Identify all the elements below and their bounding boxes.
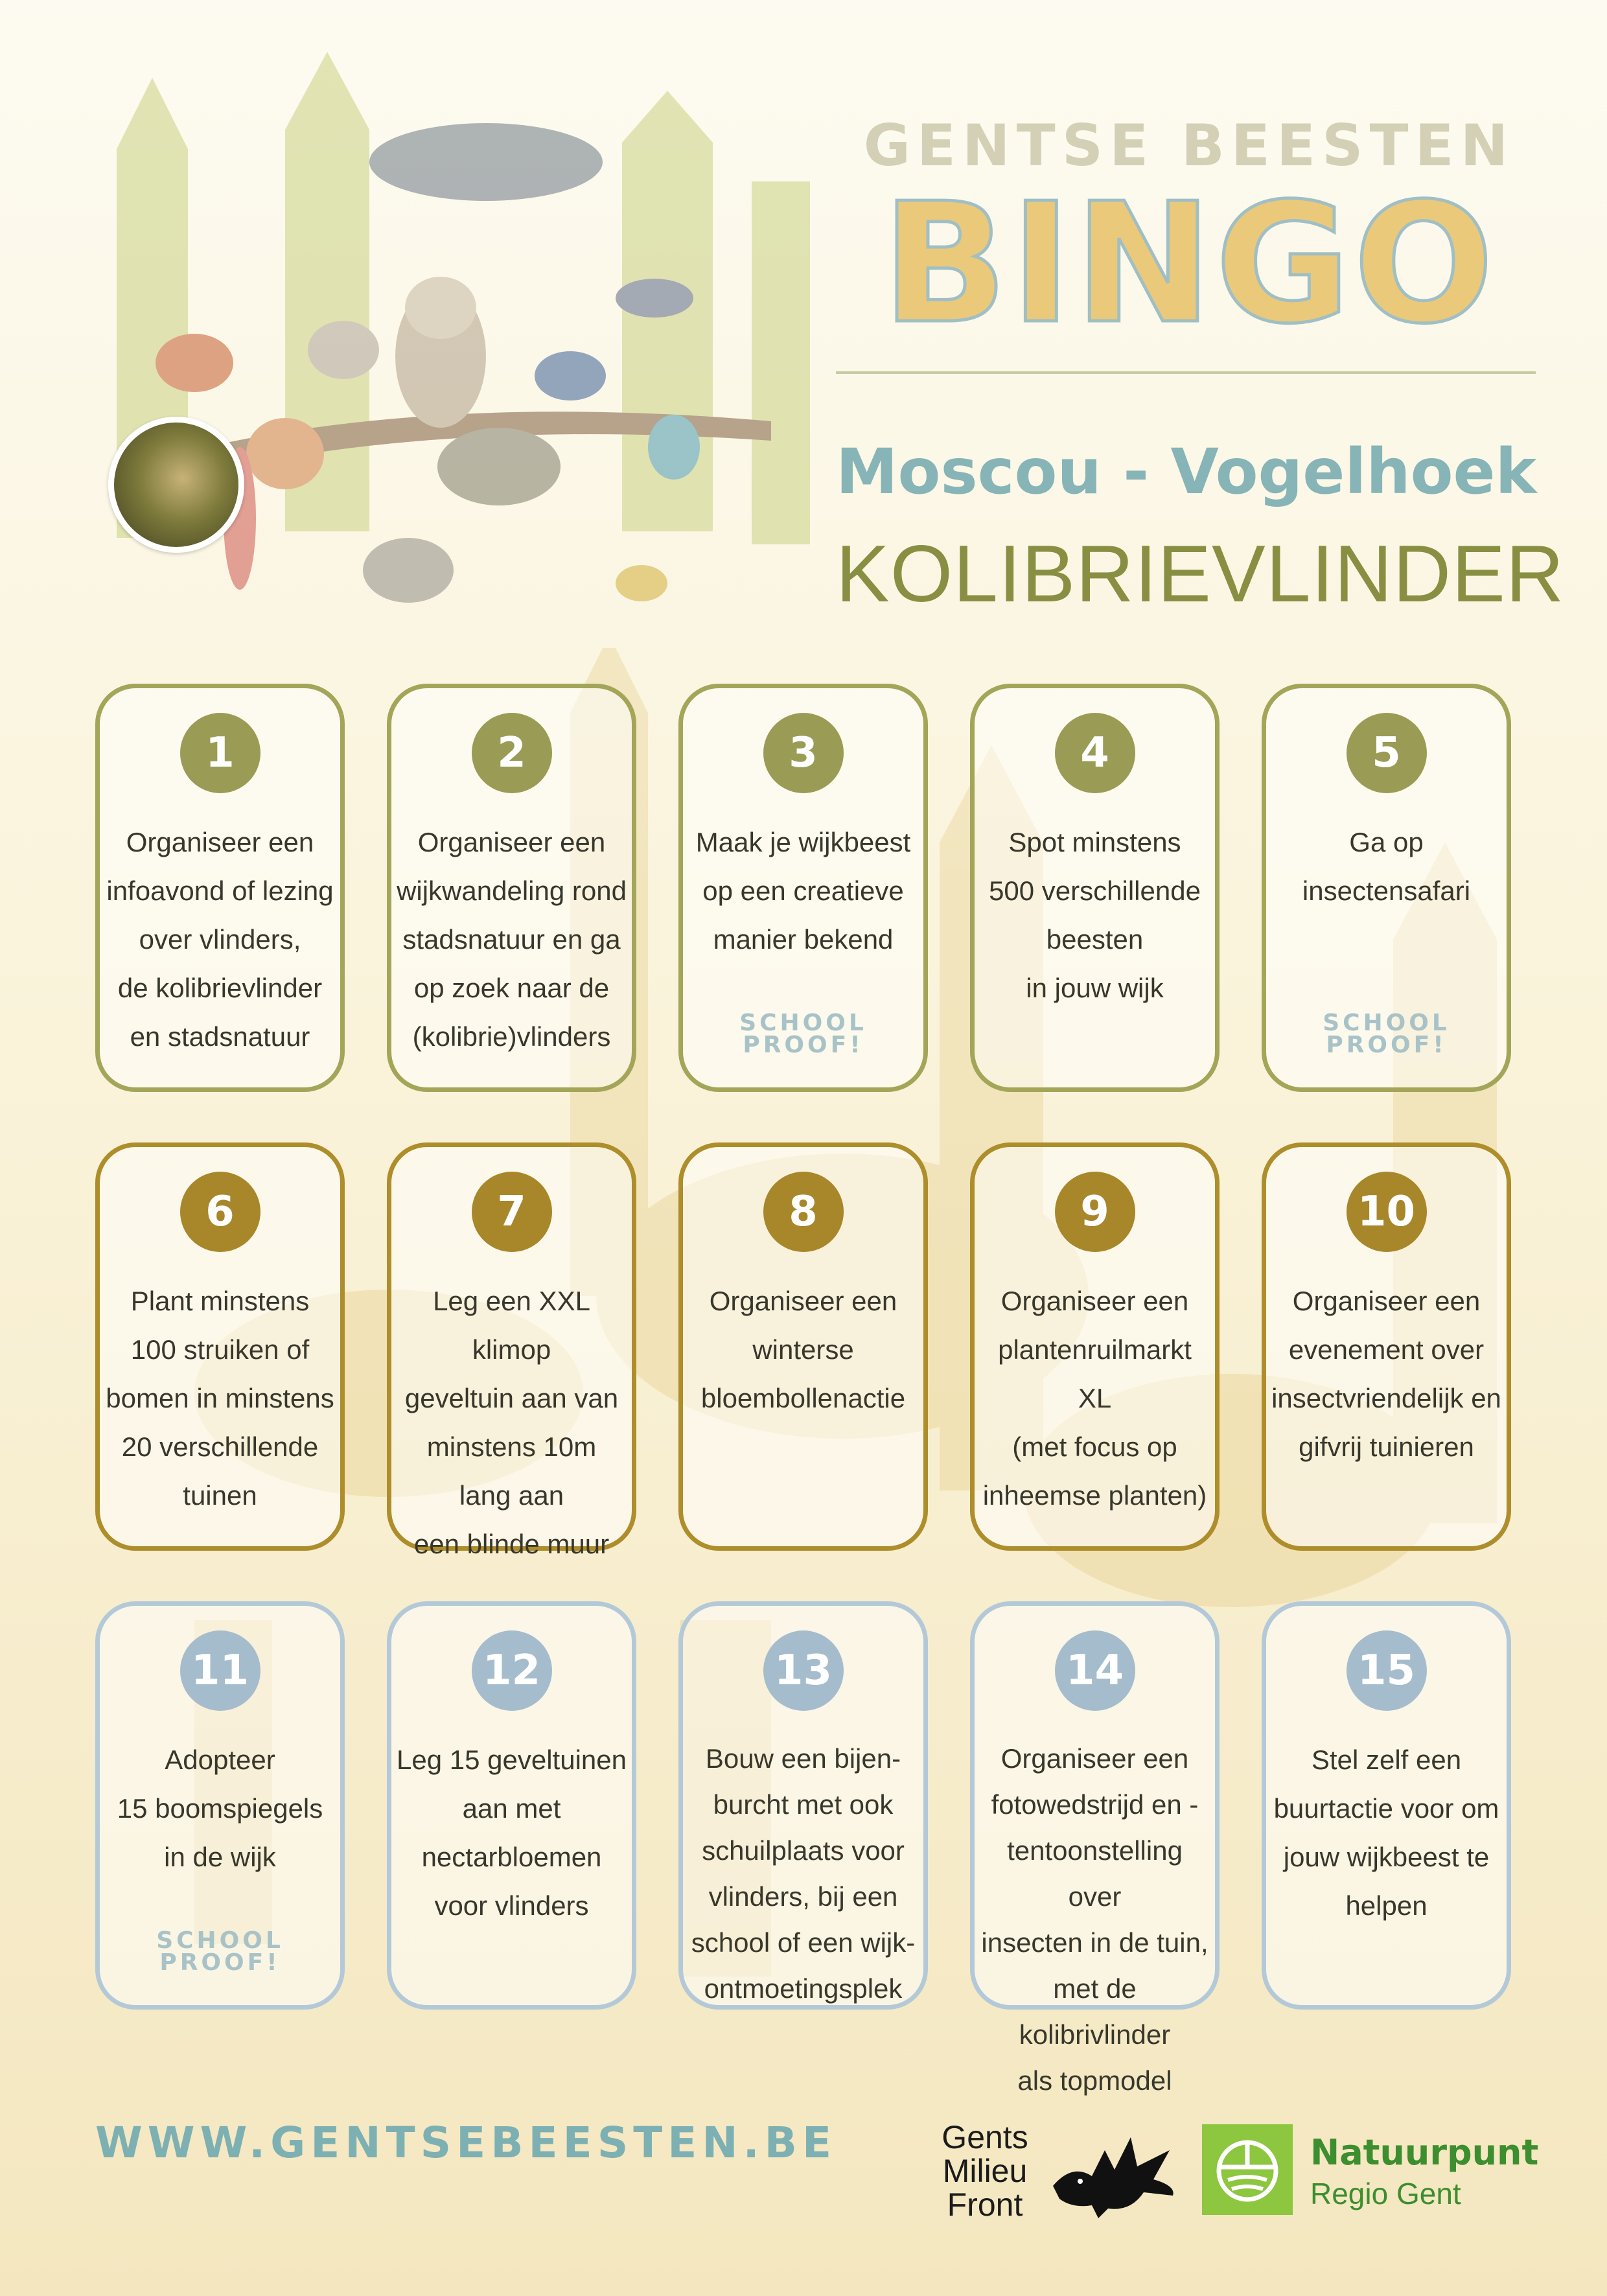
gmf-line-3: Front xyxy=(947,2186,1023,2223)
card-text-line: inheemse planten) xyxy=(982,1480,1207,1511)
gmf-logo-text xyxy=(933,2120,1037,2221)
card-text-line: Bouw een bijen- xyxy=(705,1743,901,1774)
bingo-card-7[interactable] xyxy=(387,1142,636,1559)
card-text-line: op zoek naar de xyxy=(413,973,610,1003)
card-number-badge: 10 xyxy=(1347,1172,1427,1252)
card-text xyxy=(1271,1735,1501,1930)
card-text-line: ontmoetingsplek xyxy=(704,1973,903,2004)
card-text-line: als topmodel xyxy=(1017,2065,1172,2096)
bingo-card-10[interactable] xyxy=(1262,1142,1511,1551)
gmf-line-1: Gents xyxy=(942,2119,1028,2155)
card-number-badge: 1 xyxy=(180,713,260,793)
card-text-line: (met focus op xyxy=(1012,1432,1177,1462)
card-number-badge: 9 xyxy=(1055,1172,1135,1252)
card-number-badge: 13 xyxy=(763,1630,844,1711)
card-text-line: aan met xyxy=(462,1793,561,1824)
card-text-line: burcht met ook xyxy=(713,1789,894,1820)
bingo-card-8[interactable] xyxy=(678,1142,928,1551)
card-number-badge: 5 xyxy=(1347,713,1427,793)
card-number-badge: 6 xyxy=(180,1172,260,1252)
card-number-badge: 3 xyxy=(763,713,844,793)
species-heading: KOLIBRIEVLINDER xyxy=(836,529,1565,619)
natuurpunt-logo-icon xyxy=(1202,2124,1293,2215)
card-text-line: Adopteer xyxy=(165,1745,275,1775)
bingo-subtitle: GENTSE BEESTEN xyxy=(863,112,1515,179)
card-text-line: Organiseer een xyxy=(709,1286,897,1316)
card-text-line: tuinen xyxy=(183,1480,257,1511)
card-text-line: en stadsnatuur xyxy=(130,1021,310,1052)
card-number-badge: 14 xyxy=(1055,1630,1135,1711)
card-text xyxy=(397,1277,627,1568)
card-text-line: geveltuin aan van xyxy=(404,1383,619,1413)
card-text-line: bloembollenactie xyxy=(700,1383,906,1413)
card-text-line: Maak je wijkbeest xyxy=(695,827,911,857)
card-text-line: school of een wijk- xyxy=(691,1927,916,1958)
card-text xyxy=(688,1735,918,2012)
card-text-line: op een creatieve xyxy=(702,875,904,906)
card-text-line: voor vlinders xyxy=(434,1890,589,1921)
card-text xyxy=(688,1277,918,1422)
school-proof-line-2: PROOF! xyxy=(743,1032,864,1058)
card-text-line: insecten in de tuin, xyxy=(981,1927,1208,1958)
card-number-badge: 7 xyxy=(472,1172,552,1252)
school-proof-line-1: SCHOOL xyxy=(156,1927,284,1954)
card-text-line: 100 struiken of xyxy=(130,1334,310,1365)
school-proof-line-1: SCHOOL xyxy=(1323,1010,1450,1036)
card-text-line: met de kolibrivlinder xyxy=(1019,1973,1171,2050)
school-proof-line-2: PROOF! xyxy=(1326,1032,1447,1058)
card-text-line: infoavond of lezing xyxy=(106,875,334,906)
card-text-line: jouw wijkbeest te xyxy=(1283,1842,1490,1872)
card-text-line: Ga op xyxy=(1349,827,1424,857)
card-text-line: vlinders, bij een xyxy=(708,1881,898,1912)
card-number-badge: 12 xyxy=(472,1630,552,1711)
card-text xyxy=(105,1277,335,1520)
card-text-line: een blinde muur xyxy=(413,1529,610,1559)
card-text-line: schuilplaats voor xyxy=(702,1835,905,1866)
school-proof-badge xyxy=(1315,1012,1458,1056)
card-text-line: fotowedstrijd en - xyxy=(991,1789,1199,1820)
card-text-line: bomen in minstens xyxy=(106,1383,334,1413)
natuurpunt-name: Natuurpunt xyxy=(1310,2132,1539,2173)
card-text-line: Plant minstens xyxy=(130,1286,310,1316)
card-text-line: lang aan xyxy=(459,1480,564,1511)
card-text-line: winterse xyxy=(752,1334,854,1365)
card-text-line: de kolibrievlinder xyxy=(117,973,323,1003)
card-text-line: in jouw wijk xyxy=(1026,973,1164,1003)
card-number-badge: 15 xyxy=(1347,1630,1427,1711)
school-proof-line-1: SCHOOL xyxy=(739,1010,867,1036)
card-text-line: insectvriendelijk en xyxy=(1271,1383,1501,1413)
card-number-badge: 8 xyxy=(763,1172,844,1252)
dragon-logo-icon xyxy=(1046,2124,1183,2221)
card-text-line: Leg een XXL klimop xyxy=(433,1286,590,1365)
card-text-line: over vlinders, xyxy=(139,924,301,955)
card-text-line: 500 verschillende xyxy=(989,875,1201,906)
card-text-line: stadsnatuur en ga xyxy=(402,924,621,955)
card-number-badge: 2 xyxy=(472,713,552,793)
school-proof-badge xyxy=(149,1927,292,1976)
card-text-line: Organiseer een xyxy=(417,827,606,857)
bingo-card-2[interactable] xyxy=(387,684,636,1092)
bingo-card-6[interactable] xyxy=(95,1142,345,1551)
location-heading: Moscou - Vogelhoek xyxy=(836,435,1537,508)
card-text-line: Organiseer een xyxy=(1000,1743,1189,1774)
card-text-line: in de wijk xyxy=(164,1842,276,1872)
school-proof-badge xyxy=(732,1012,875,1056)
card-text xyxy=(1271,818,1501,915)
card-text xyxy=(980,1735,1210,2104)
card-text-line: Spot minstens xyxy=(1008,827,1181,857)
card-text xyxy=(105,818,335,1061)
card-text-line: Organiseer een xyxy=(1000,1286,1189,1316)
card-text-line: tentoonstelling over xyxy=(1007,1835,1183,1912)
card-text xyxy=(688,818,918,964)
card-text-line: Organiseer een xyxy=(126,827,314,857)
card-text-line: insectensafari xyxy=(1302,875,1471,906)
bingo-card-13[interactable] xyxy=(678,1601,928,2010)
card-text-line: minstens 10m xyxy=(426,1432,597,1462)
website-link[interactable]: WWW.GENTSEBEESTEN.BE xyxy=(95,2118,837,2168)
card-text-line: manier bekend xyxy=(713,924,894,955)
card-text-line: (kolibrie)vlinders xyxy=(412,1021,611,1052)
card-text-line: 15 boomspiegels xyxy=(117,1793,323,1824)
card-text xyxy=(980,1277,1210,1520)
card-text-line: beesten xyxy=(1046,924,1144,955)
card-text-line: evenement over xyxy=(1288,1334,1485,1365)
school-proof-line-2: PROOF! xyxy=(159,1949,281,1976)
bingo-title: BINGO xyxy=(881,168,1497,360)
card-text xyxy=(397,818,627,1061)
card-text-line: nectarbloemen xyxy=(421,1842,602,1872)
card-text xyxy=(397,1735,627,1930)
card-text-line: buurtactie voor om xyxy=(1273,1793,1499,1824)
card-text xyxy=(1271,1277,1501,1471)
card-text xyxy=(980,818,1210,1012)
card-number-badge: 4 xyxy=(1055,713,1135,793)
card-text-line: Organiseer een xyxy=(1292,1286,1481,1316)
card-number-badge: 11 xyxy=(180,1630,260,1711)
bingo-card-3[interactable] xyxy=(678,684,928,1092)
gmf-line-2: Milieu xyxy=(942,2153,1028,2189)
bingo-card-11[interactable] xyxy=(95,1601,345,2010)
bingo-card-1[interactable] xyxy=(95,684,345,1092)
bingo-card-12[interactable] xyxy=(387,1601,636,2010)
bingo-card-9[interactable] xyxy=(970,1142,1220,1551)
bingo-card-14[interactable] xyxy=(970,1601,1220,2096)
bingo-card-15[interactable] xyxy=(1262,1601,1511,2010)
card-text xyxy=(105,1735,335,1881)
card-text-line: 20 verschillende xyxy=(121,1432,319,1462)
natuurpunt-subtitle: Regio Gent xyxy=(1310,2177,1461,2210)
card-text-line: plantenruilmarkt XL xyxy=(998,1334,1192,1413)
card-text-line: gifvrij tuinieren xyxy=(1299,1432,1474,1462)
bingo-card-4[interactable] xyxy=(970,684,1220,1092)
card-text-line: Leg 15 geveltuinen xyxy=(397,1745,627,1775)
card-text-line: helpen xyxy=(1345,1890,1428,1921)
card-text-line: wijkwandeling rond xyxy=(397,875,627,906)
card-text-line: Stel zelf een xyxy=(1311,1745,1462,1775)
bingo-card-5[interactable] xyxy=(1262,684,1511,1092)
